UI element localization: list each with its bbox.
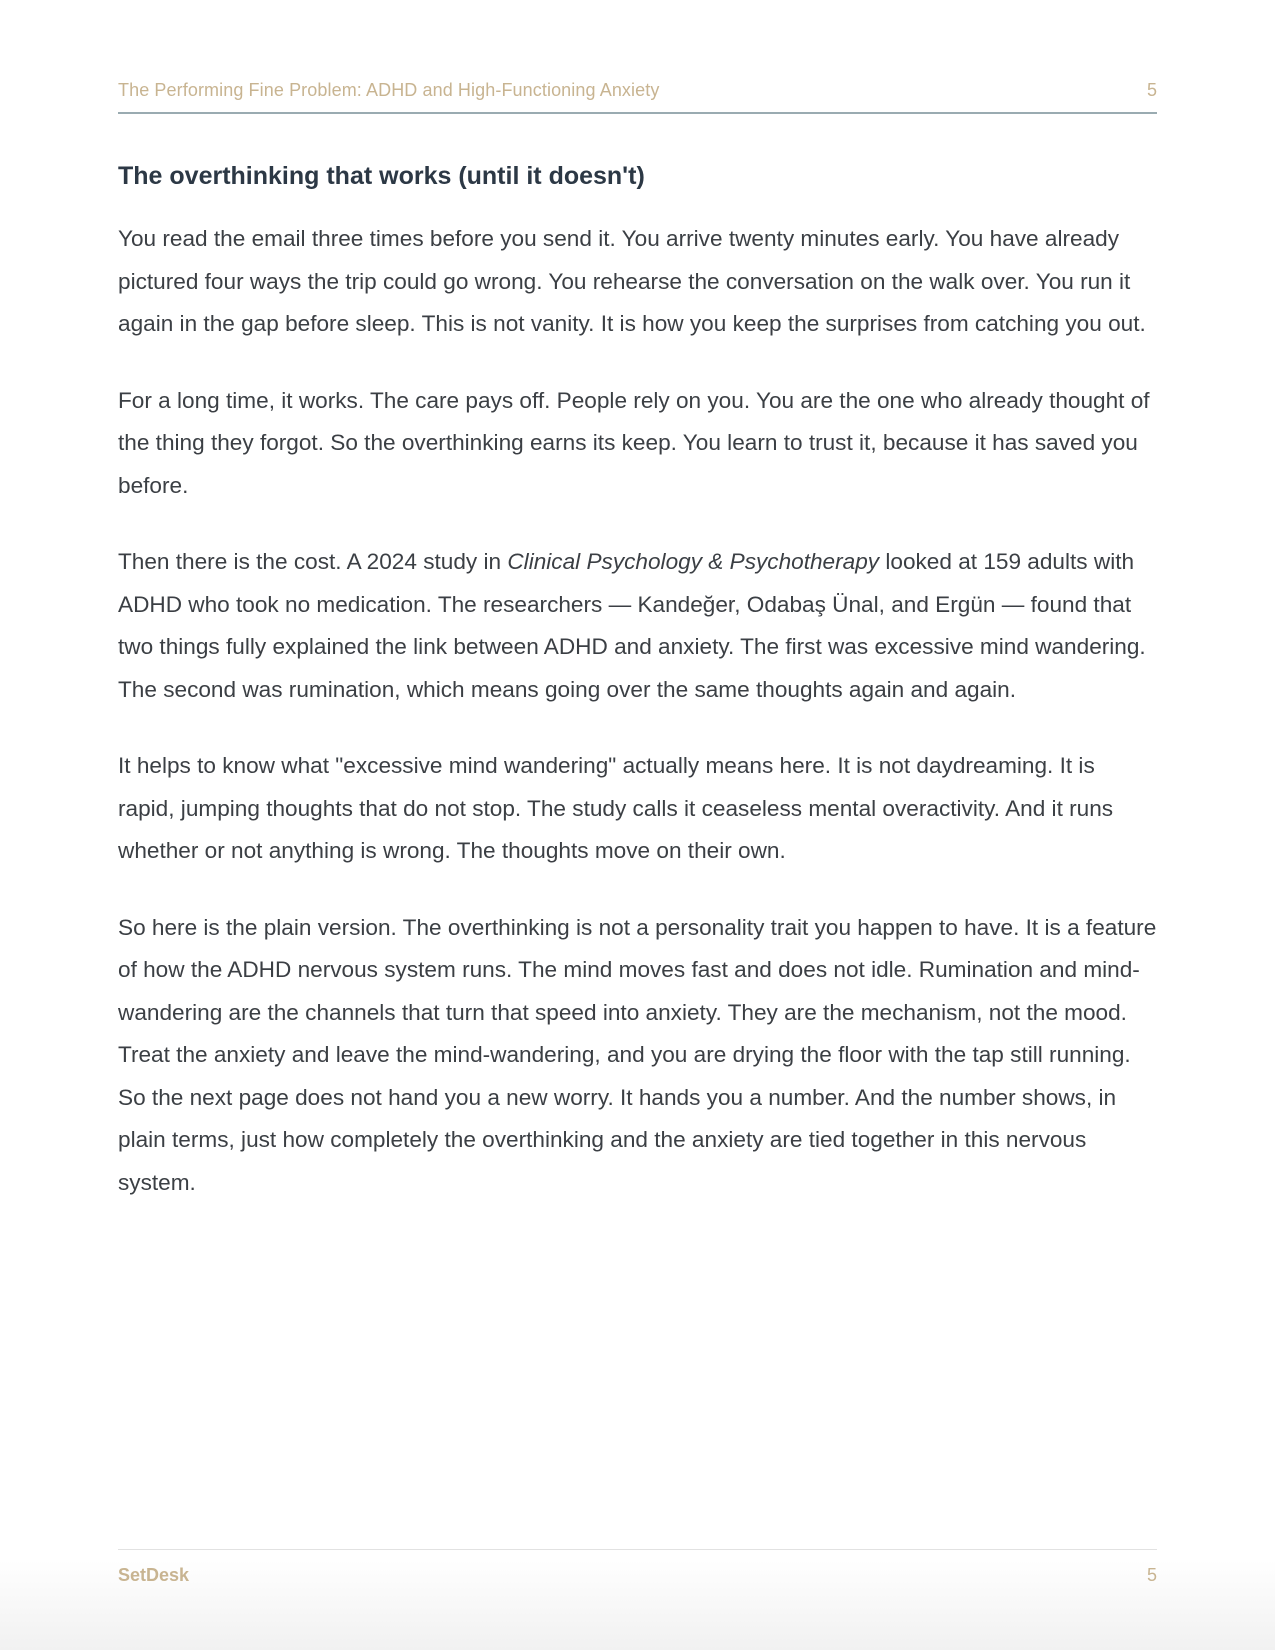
header-page-number: 5 xyxy=(1146,80,1157,100)
footer-page-number: 5 xyxy=(1146,1565,1157,1585)
paragraph-3-rest: looked at 159 adults with ADHD who took no medication. The researchers — Kandeğer, Odabaş Ünal, and Ergün — found that two things fully explained the link between ADHD and anxiety. The first was excessive mind wandering. The second was rumination, which means going over the same thoughts again and again. xyxy=(118,549,1146,702)
document-page xyxy=(118,0,1157,1650)
journal-title: Clinical Psychology & Psychotherapy xyxy=(507,549,880,574)
paragraph-3 xyxy=(118,541,1157,711)
paragraph-3-lead: Then there is the cost. A 2024 study in xyxy=(118,549,508,574)
paragraph-6: So the next page does not hand you a new worry. It hands you a number. And the number shows, in plain terms, just how completely the overthinking and the anxiety are tied together in this nervous system. xyxy=(118,1084,1117,1195)
section-heading: The overthinking that works (until it doesn't) xyxy=(118,162,645,190)
paragraph-5: So here is the plain version. The overthinking is not a personality trait you happen to have. It is a feature of how the ADHD nervous system runs. The mind moves fast and does not idle. Rumination and mind-wandering are the channels that turn that speed into anxiety. They are the mechanism, not the mood. Treat the anxiety and leave the mind-wandering, and you are drying the floor with the tap still running. xyxy=(118,914,1157,1067)
running-header-title: The Performing Fine Problem: ADHD and High-Functioning Anxiety xyxy=(118,80,660,100)
running-header xyxy=(118,76,1157,114)
paragraph-1: You read the email three times before you send it. You arrive twenty minutes early. You have already pictured four ways the trip could go wrong. You rehearse the conversation on the walk over. You run it again in the gap before sleep. This is not vanity. It is how you keep the surprises from catching you out. xyxy=(118,226,1146,336)
body-text xyxy=(118,218,1157,1204)
footer-brand: SetDesk xyxy=(118,1565,190,1585)
paragraph-4: It helps to know what "excessive mind wandering" actually means here. It is not daydreaming. It is rapid, jumping thoughts that do not stop. The study calls it ceaseless mental overactivity. And it runs whether or not anything is wrong. The thoughts move on their own. xyxy=(118,753,1114,863)
paragraph-2: For a long time, it works. The care pays off. People rely on you. You are the one who already thought of the thing they forgot. So the overthinking earns its keep. You learn to trust it, because it has saved you before. xyxy=(118,387,1150,498)
running-footer xyxy=(118,1549,1157,1590)
